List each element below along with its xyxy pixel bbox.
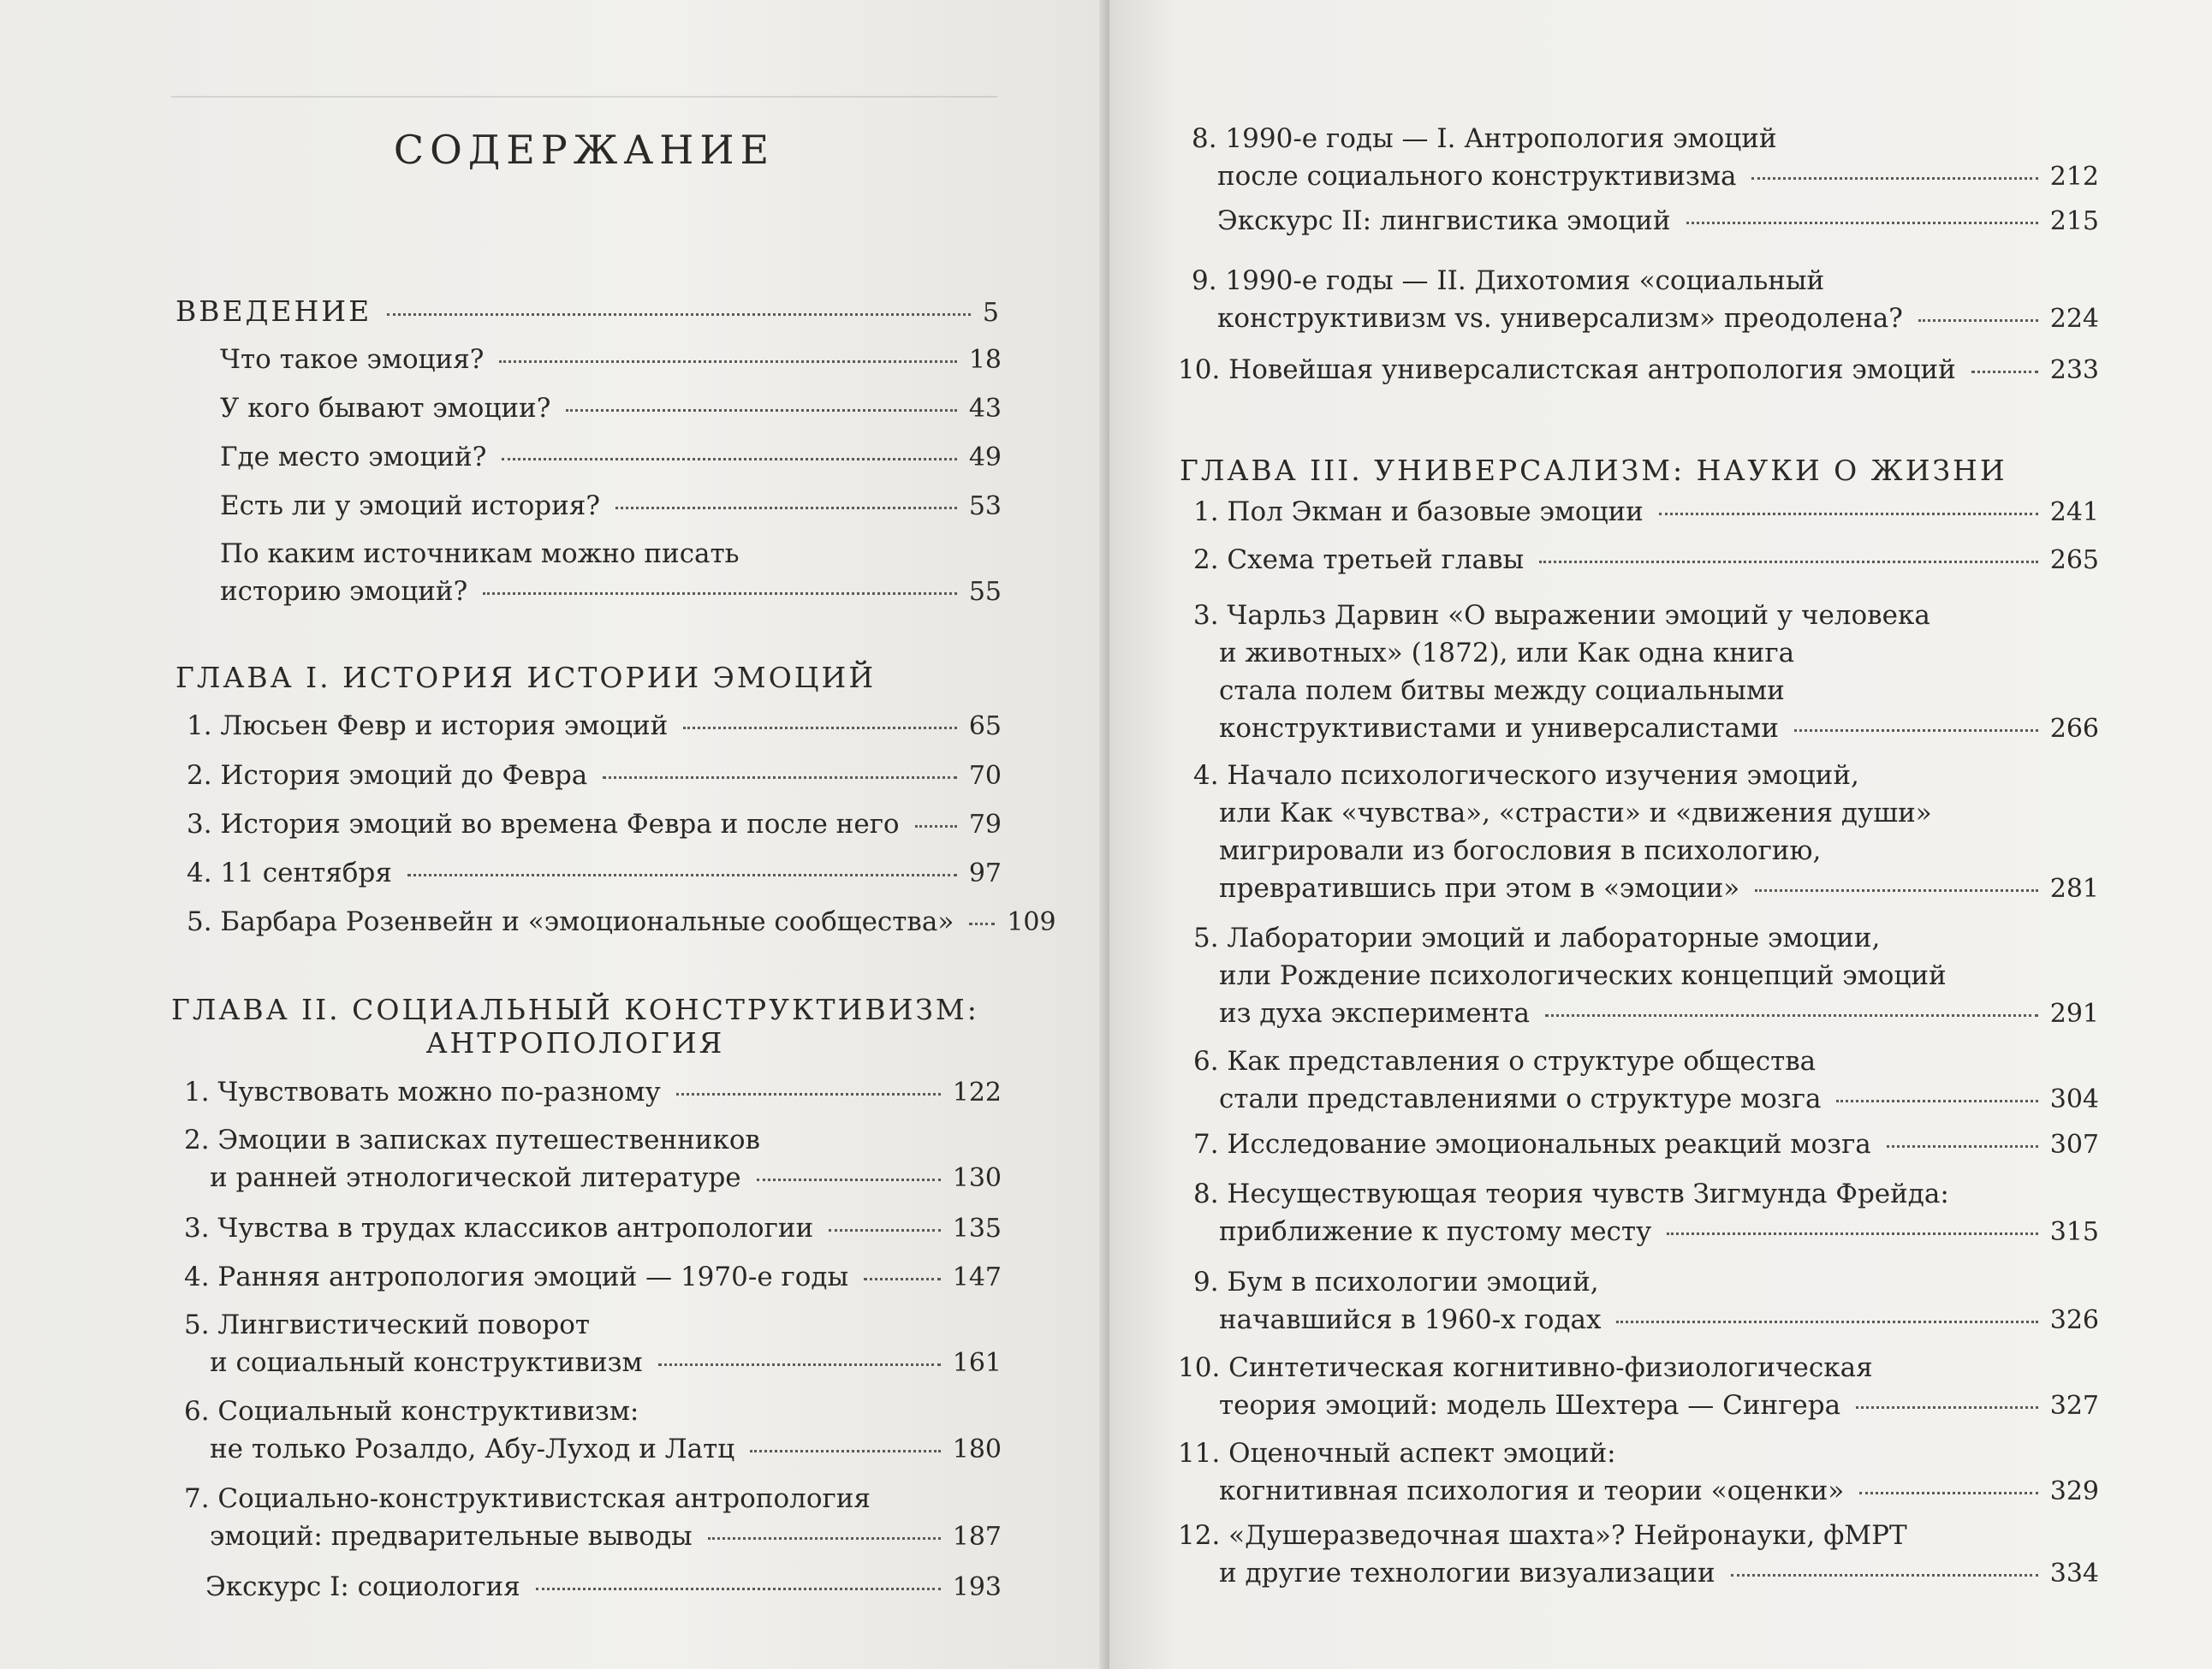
entry-text: 8. Несуществующая теория чувств Зигмунда Фрейда:: [1193, 1179, 1949, 1209]
toc-entry[interactable]: [187, 707, 1002, 745]
toc-entry[interactable]: [1217, 202, 2099, 241]
toc-entry[interactable]: [184, 1121, 1002, 1197]
page-number: 281: [2049, 874, 2099, 904]
page-number: 193: [952, 1572, 1002, 1602]
chapter-heading[interactable]: ГЛАВА I. ИСТОРИЯ ИСТОРИИ ЭМОЦИЙ: [175, 661, 877, 694]
leader-dots: [566, 409, 956, 412]
page-title: СОДЕРЖАНИЕ: [393, 127, 776, 173]
toc-entry[interactable]: [187, 805, 1002, 844]
toc-entry[interactable]: [1178, 1434, 2099, 1511]
leader-dots: [1539, 561, 2038, 563]
page-number: 265: [2049, 545, 2099, 575]
chapter-heading[interactable]: ГЛАВА III. УНИВЕРСАЛИЗМ: НАУКИ О ЖИЗНИ: [1180, 454, 2007, 487]
entry-text: конструктивизм vs. универсализм» преодолена?: [1217, 303, 1903, 334]
page-number: 109: [1007, 907, 1056, 937]
leader-dots: [683, 727, 957, 729]
entry-text: и ранней этнологической литературе: [210, 1162, 741, 1193]
page-number: 241: [2049, 497, 2099, 527]
toc-entry[interactable]: [1193, 1263, 2099, 1339]
toc-entry[interactable]: [184, 1209, 1002, 1248]
entry-text: 6. Социальный конструктивизм:: [184, 1396, 639, 1427]
toc-entry[interactable]: [184, 1073, 1002, 1112]
entry-text: 10. Новейшая универсалистская антропология эмоций: [1178, 354, 1956, 385]
entry-text: 7. Исследование эмоциональных реакций мозга: [1193, 1129, 1871, 1160]
page-number: 161: [952, 1348, 1002, 1378]
entry-text: стала полем битвы между социальными: [1219, 675, 1785, 706]
entry-text: когнитивная психология и теории «оценки»: [1219, 1476, 1845, 1506]
toc-entry[interactable]: [1193, 757, 2099, 908]
page-number: 327: [2049, 1391, 2099, 1421]
toc-entry[interactable]: [1193, 493, 2099, 532]
page-number: 187: [952, 1522, 1002, 1552]
entry-text: и социальный конструктивизм: [210, 1347, 643, 1378]
page-number: 70: [968, 761, 1002, 791]
leader-dots: [1731, 1574, 2038, 1577]
leader-dots: [829, 1229, 941, 1232]
header-rule: [171, 96, 997, 98]
page-number: 53: [968, 491, 1002, 521]
entry-text: не только Розалдо, Абу-Луход и Латц: [210, 1434, 735, 1464]
leader-dots: [603, 776, 957, 779]
page-number: 326: [2049, 1305, 2099, 1335]
page-number: 18: [968, 345, 1002, 375]
toc-entry[interactable]: [1178, 1517, 2099, 1593]
entry-text: Есть ли у эмоций история?: [220, 490, 600, 521]
toc-entry[interactable]: [1178, 1349, 2099, 1425]
leader-dots: [864, 1278, 941, 1280]
toc-entry[interactable]: [220, 487, 1002, 526]
leader-dots: [615, 507, 957, 509]
toc-entry[interactable]: [1178, 351, 2099, 389]
page-number: 5: [982, 298, 1002, 328]
page-number: 212: [2049, 162, 2099, 192]
toc-entry[interactable]: [220, 341, 1002, 379]
chapter-heading[interactable]: [171, 993, 979, 1060]
entry-text: превратившись при этом в «эмоции»: [1219, 873, 1740, 904]
entry-text: или Как «чувства», «страсти» и «движения души»: [1219, 798, 1932, 829]
leader-dots: [676, 1093, 941, 1096]
page-number: 304: [2049, 1084, 2099, 1114]
entry-text: начавшийся в 1960-х годах: [1219, 1304, 1602, 1335]
entry-text: и другие технологии визуализации: [1219, 1558, 1715, 1589]
page-number: 65: [968, 711, 1002, 741]
page-number: 135: [952, 1214, 1002, 1244]
page-number: 147: [952, 1262, 1002, 1292]
entry-text: или Рождение психологических концепций эмоций: [1219, 960, 1947, 991]
page-number: 315: [2049, 1217, 2099, 1247]
leader-dots: [915, 825, 957, 828]
page-number: 266: [2049, 714, 2099, 744]
toc-entry[interactable]: [205, 1568, 1002, 1607]
leader-dots: [658, 1363, 941, 1366]
toc-entry[interactable]: [1193, 597, 2099, 748]
entry-text: приближение к пустому месту: [1219, 1216, 1652, 1247]
toc-entry[interactable]: [184, 1393, 1002, 1469]
entry-text: 6. Как представления о структуре общества: [1193, 1046, 1817, 1077]
toc-entry[interactable]: [1193, 919, 2099, 1033]
chapter-heading-line: АНТРОПОЛОГИЯ: [425, 1026, 725, 1060]
leader-dots: [1918, 319, 2038, 322]
leader-dots: [1755, 889, 2037, 892]
entry-text: после социального конструктивизма: [1217, 161, 1737, 192]
page-number: 334: [2049, 1559, 2099, 1589]
page-number: 215: [2049, 206, 2099, 236]
entry-text: 5. Лаборатории эмоций и лабораторные эмоции,: [1193, 923, 1881, 953]
entry-text: 9. 1990-е годы — II. Дихотомия «социальный: [1192, 265, 1825, 296]
leader-dots: [757, 1179, 941, 1181]
entry-text: Что такое эмоция?: [220, 344, 485, 375]
leader-dots: [1751, 177, 2037, 180]
leader-dots: [1686, 222, 2038, 224]
page-number: 97: [968, 858, 1002, 888]
page-number: 307: [2049, 1130, 2099, 1160]
leader-dots: [499, 360, 956, 363]
page-number: 43: [968, 394, 1002, 424]
leader-dots: [483, 592, 957, 595]
entry-text: Где место эмоций?: [220, 442, 487, 472]
entry-text: 4. Ранняя антропология эмоций — 1970-е годы: [184, 1262, 849, 1292]
right-page: [1109, 0, 2212, 1669]
entry-text: 8. 1990-е годы — I. Антропология эмоций: [1192, 123, 1777, 154]
entry-text: 9. Бум в психологии эмоций,: [1193, 1267, 1599, 1298]
leader-dots: [1887, 1145, 2038, 1148]
entry-text: 5. Барбара Розенвейн и «эмоциональные сообщества»: [187, 906, 954, 937]
toc-entry[interactable]: [187, 903, 1056, 941]
leader-dots: [1971, 371, 2038, 373]
entry-text: 2. Эмоции в записках путешественников: [184, 1125, 760, 1155]
page-number: 180: [952, 1434, 1002, 1464]
toc-entry[interactable]: [1193, 1042, 2099, 1119]
leader-dots: [1856, 1406, 2038, 1409]
page-number: 49: [968, 442, 1002, 472]
entry-text: из духа эксперимента: [1219, 998, 1530, 1029]
entry-text: 1. Люсьен Февр и история эмоций: [187, 710, 669, 741]
entry-text: и животных» (1872), или Как одна книга: [1219, 638, 1795, 668]
toc-entry[interactable]: [220, 438, 1002, 477]
entry-text: 3. История эмоций во времена Февра и после него: [187, 809, 900, 840]
leader-dots: [1545, 1014, 2038, 1017]
leader-dots: [1794, 729, 2038, 732]
toc-entry[interactable]: [220, 389, 1002, 428]
entry-text: 2. История эмоций до Февра: [187, 760, 588, 791]
entry-text: 4. 11 сентября: [187, 858, 392, 888]
entry-text: 7. Социально-конструктивистская антропология: [184, 1483, 871, 1514]
entry-text: стали представлениями о структуре мозга: [1219, 1084, 1822, 1114]
entry-text: 2. Схема третьей главы: [1193, 544, 1525, 575]
toc-entry[interactable]: [1193, 1175, 2099, 1251]
entry-text: 1. Пол Экман и базовые эмоции: [1193, 496, 1644, 527]
entry-text: мигрировали из богословия в психологию,: [1219, 835, 1822, 866]
entry-text: 5. Лингвистический поворот: [184, 1310, 591, 1340]
section-label: ВВЕДЕНИЕ: [175, 294, 372, 328]
entry-text: эмоций: предварительные выводы: [210, 1521, 693, 1552]
entry-text: теория эмоций: модель Шехтера — Сингера: [1219, 1390, 1841, 1421]
entry-text: историю эмоций?: [220, 576, 468, 607]
entry-text: 1. Чувствовать можно по-разному: [184, 1077, 661, 1108]
leader-dots: [750, 1450, 941, 1452]
leader-dots: [708, 1537, 941, 1540]
toc-entry[interactable]: [184, 1258, 1002, 1297]
leader-dots: [1659, 513, 2038, 515]
toc-entry[interactable]: [220, 535, 1002, 611]
toc-entry[interactable]: [184, 1306, 1002, 1382]
leader-dots: [969, 923, 995, 925]
entry-text: У кого бывают эмоции?: [220, 393, 551, 424]
running-header: [171, 62, 997, 96]
entry-text: 4. Начало психологического изучения эмоций,: [1193, 760, 1859, 791]
page-number: 291: [2049, 999, 2099, 1029]
leader-dots: [1859, 1492, 2038, 1494]
toc-entry[interactable]: [1192, 262, 2099, 338]
toc-entry[interactable]: [1192, 120, 2099, 196]
toc-entry[interactable]: [184, 1480, 1002, 1556]
entry-text: 3. Чувства в трудах классиков антропологии: [184, 1213, 814, 1244]
entry-text: 3. Чарльз Дарвин «О выражении эмоций у человека: [1193, 600, 1930, 631]
toc-entry[interactable]: [187, 757, 1002, 795]
toc-entry[interactable]: [187, 854, 1002, 893]
entry-text: конструктивистами и универсалистами: [1219, 713, 1779, 744]
leader-dots: [407, 874, 957, 876]
page-number: 329: [2049, 1476, 2099, 1506]
entry-text: По каким источникам можно писать: [220, 538, 740, 569]
page-number: 55: [968, 577, 1002, 607]
chapter-heading-line: ГЛАВА II. СОЦИАЛЬНЫЙ КОНСТРУКТИВИЗМ:: [171, 993, 979, 1026]
leader-dots: [502, 458, 956, 460]
leader-dots: [387, 313, 971, 316]
entry-text: Экскурс I: социология: [205, 1571, 520, 1602]
entry-text: 11. Оценочный аспект эмоций:: [1178, 1438, 1616, 1469]
entry-text: Экскурс II: лингвистика эмоций: [1217, 205, 1671, 236]
leader-dots: [536, 1588, 941, 1590]
leader-dots: [1667, 1232, 2037, 1235]
toc-section-introduction[interactable]: [175, 293, 1002, 332]
toc-entry[interactable]: [1193, 1126, 2099, 1164]
toc-entry[interactable]: [1193, 541, 2099, 579]
leader-dots: [1836, 1100, 2037, 1102]
entry-text: 12. «Душеразведочная шахта»? Нейронауки, фМРТ: [1178, 1520, 1907, 1551]
entry-text: 10. Синтетическая когнитивно-физиологическая: [1178, 1352, 1873, 1383]
page-number: 122: [952, 1078, 1002, 1108]
page-number: 130: [952, 1163, 1002, 1193]
page-number: 224: [2049, 304, 2099, 334]
leader-dots: [1616, 1321, 2037, 1323]
page-number: 79: [968, 810, 1002, 840]
page-number: 233: [2049, 355, 2099, 385]
